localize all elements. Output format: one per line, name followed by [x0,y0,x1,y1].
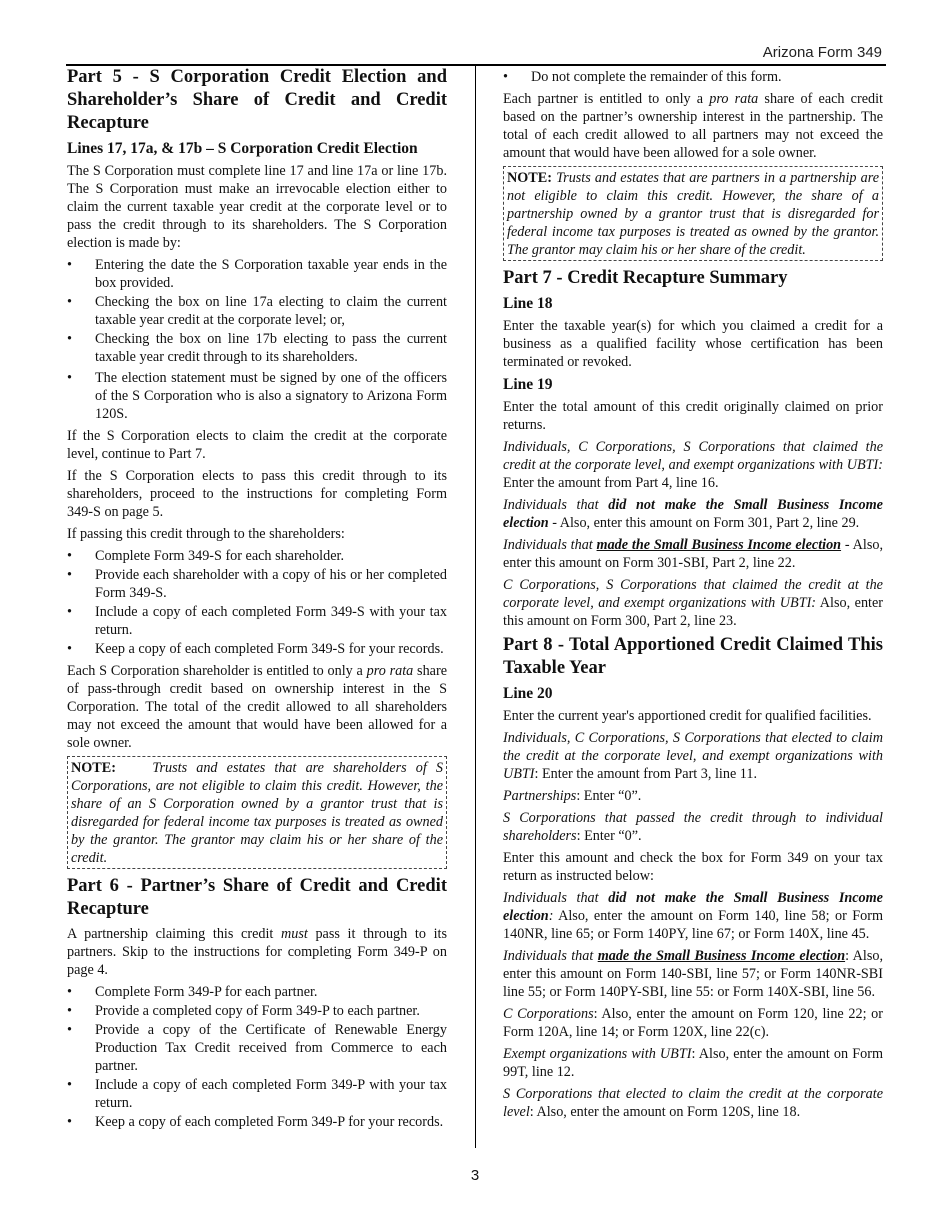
bullet-icon: • [67,331,72,347]
line19-sbi-text: - Also, enter this amount on Form 301-SBI, Part 2, line 22. [503,537,883,571]
line20-s-corporations-elected-text: : Also, enter the amount on Form 120S, line 18. [529,1104,801,1120]
partner-note-box [503,166,883,261]
pro-rata-paragraph [67,662,447,752]
partner-pro-rata-text-b: share of each credit based on the partner’s ownership interest in the partnership. The total of each credit allowed to all partners may not exceed the amount that would have been allowed for a sole owner. [503,91,883,161]
line19-no-sbi-bold: did not make the Small Business Income election [503,497,883,531]
part8-title: Part 8 - Total Apportioned Credit Claimed This Taxable Year [503,635,883,678]
line19-sbi [503,536,883,572]
top-list [503,68,883,86]
list-item-text: Provide a copy of the Certificate of Renewable Energy Production Tax Credit received from Commerce to each partner. [95,1022,447,1074]
line20-partnerships [503,787,883,805]
page-number: 3 [470,1167,480,1184]
bullet-icon: • [67,984,72,1000]
pass-through-paragraph: If the S Corporation elects to pass this credit through to its shareholders, proceed to the instructions for completing Form 349-S on page 5. [67,468,447,520]
left-column [67,66,447,1135]
part5-intro: The S Corporation must complete line 17 and line 17a or line 17b. The S Corporation must make an irrevocable election either to claim the current taxable year credit at the corporate level or to pass the credit through to its shareholders. The S Corporation election is made by: [67,163,447,251]
line20-s-corporations [503,809,883,845]
partner-pro-rata-paragraph [503,90,883,162]
partner-list [67,983,447,1131]
line20-text: Enter the current year's apportioned credit for qualified facilities. [503,708,872,724]
bullet-icon: • [67,370,72,386]
bullet-icon: • [67,294,72,310]
list-item [67,640,447,658]
line20-sbi-bold: made the Small Business Income election [597,948,846,964]
line19-no-sbi-text: - Also, enter this amount on Form 301, Part 2, line 29. [548,515,860,531]
line20-no-sbi-text: Also, enter the amount on Form 140, line 58; or Form 140NR, line 65; or Form 140PY, line 67; or Form 140X, line 45. [503,908,883,942]
list-item [67,256,447,292]
list-item [67,547,447,565]
bullet-icon: • [67,1114,72,1130]
bullet-icon: • [67,1022,72,1038]
passing-list [67,547,447,658]
list-item [67,603,447,639]
corporate-level-paragraph: If the S Corporation elects to claim the credit at the corporate level, continue to Part 7. [67,428,447,462]
bullet-icon: • [67,1003,72,1019]
line20-exempt [503,1045,883,1081]
bullet-icon: • [67,604,72,620]
line20-no-sbi-colon: : [548,908,554,924]
line20-heading: Line 20 [503,685,553,702]
line20-partnerships-text: : Enter “0”. [576,788,642,804]
line20-individuals-italic: Individuals, C Corporations, S Corporations that elected to claim the credit at the corporate level, and exempt organizations with UBTI [503,730,883,782]
list-item-text: Checking the box on line 17a electing to claim the current taxable year credit at the corporate level; or, [95,294,447,328]
part6-italic: must [281,926,308,942]
list-item [67,983,447,1001]
line19-no-sbi [503,496,883,532]
list-item-text: Include a copy of each completed Form 349-S with your tax return. [95,604,447,638]
line19-no-sbi-pre: Individuals that [503,497,609,513]
line20-s-corporations-text: : Enter “0”. [576,828,642,844]
line19-sbi-pre: Individuals that [503,537,597,553]
part6-text-b: pass it through to its partners. Skip to the instructions for completing Form 349-P on page 4. [67,926,447,978]
line20-no-sbi [503,889,883,943]
line18-text: Enter the taxable year(s) for which you claimed a credit for a business as a qualified facility whose certification has been terminated or revoked. [503,318,883,370]
form-label: Arizona Form 349 [762,44,882,61]
list-item-text: Complete Form 349-S for each shareholder. [95,548,345,564]
line20-c-corporations-text: : Also, enter the amount on Form 120, line 22; or Form 120A, line 14; or Form 120X, line 22(c). [503,1006,884,1040]
list-item-text: Do not complete the remainder of this form. [531,69,782,85]
line20-partnerships-italic: Partnerships [503,788,577,804]
lines17-heading: Lines 17, 17a, & 17b – S Corporation Credit Election [67,140,418,157]
list-item [67,293,447,329]
line20-individuals-text: : Enter the amount from Part 3, line 11. [534,766,758,782]
line19-heading: Line 19 [503,376,553,393]
list-item-text: Provide a completed copy of Form 349-P to each partner. [95,1003,420,1019]
list-item [67,1021,447,1075]
line18-heading: Line 18 [503,295,553,312]
line20-c-corporations [503,1005,883,1041]
right-column [503,66,883,1125]
part6-title: Part 6 - Partner’s Share of Credit and Credit Recapture [67,876,447,919]
list-item-text: Keep a copy of each completed Form 349-P for your records. [95,1114,444,1130]
passing-intro: If passing this credit through to the shareholders: [67,526,345,542]
list-item-text: The election statement must be signed by one of the officers of the S Corporation who is also a signatory to Arizona Form 120S. [95,370,447,422]
note-paragraph [507,169,879,259]
line20-s-corporations-elected-italic: S Corporations that elected to claim the credit at the corporate level [503,1086,883,1120]
bullet-icon: • [67,1077,72,1093]
bullet-icon: • [67,257,72,273]
list-item [67,369,447,423]
line19-corporations-italic: C Corporations, S Corporations that claimed the credit at the corporate level, and exempt organizations with UBTI: [503,577,883,611]
list-item [67,1076,447,1112]
pro-rata-text-b: share of pass-through credit based on ownership interest in the S Corporation. The total of the credit allowed to all shareholders may not exceed the amount that would have been allowed for a sole owner. [67,663,447,751]
line19-corporations [503,576,883,630]
line20-sbi-text: : Also, enter this amount on Form 140-SBI, line 57; or Form 140NR-SBI line 55; or Form 140PY-SBI, line 55: or Form 140X-SBI, line 56. [503,948,883,1000]
line19-corporations-text: Also, enter this amount on Form 300, Part 2, line 23. [503,595,883,629]
part7-title: Part 7 - Credit Recapture Summary [503,268,788,288]
list-item [67,330,447,366]
pro-rata-italic: pro rata [366,663,414,679]
list-item-text: Include a copy of each completed Form 349-P with your tax return. [95,1077,447,1111]
bullet-icon: • [67,641,72,657]
note-text: Trusts and estates that are shareholders of S Corporations, are not eligible to claim this credit. However, the share of an S Corporation owned by a grantor trust that is disregarded for federal income tax purposes is treated as owned by the grantor. The grantor may claim his or her share of the credit. [71,760,444,866]
list-item-text: Checking the box on line 17b electing to pass the current taxable year credit through to its shareholders. [95,331,447,365]
line20-s-corporations-elected [503,1085,883,1121]
line20-exempt-italic: Exempt organizations with UBTI [503,1046,692,1062]
list-item [67,1002,447,1020]
list-item [67,1113,447,1131]
part5-title: Part 5 - S Corporation Credit Election and Shareholder’s Share of Credit and Credit Recapture [67,67,447,133]
line19-individuals-text: Enter the amount from Part 4, line 16. [503,475,719,491]
line19-individuals [503,438,883,492]
note-label: NOTE: [71,760,116,776]
line20-sbi [503,947,883,1001]
part6-intro [67,925,447,979]
list-item-text: Entering the date the S Corporation taxable year ends in the box provided. [95,257,447,291]
partner-pro-rata-italic: pro rata [709,91,759,107]
list-item-text: Complete Form 349-P for each partner. [95,984,318,1000]
line20-no-sbi-bold: did not make the Small Business Income election [503,890,883,924]
bullet-icon: • [67,548,72,564]
line20-sbi-pre: Individuals that [503,948,598,964]
list-item [67,566,447,602]
line19-sbi-bold: made the Small Business Income election [596,537,842,553]
shareholder-note-box [67,756,447,869]
column-divider [475,66,476,1148]
line20-individuals [503,729,883,783]
pro-rata-text-a: Each S Corporation shareholder is entitled to only a [67,663,367,679]
note-paragraph [71,759,443,867]
line20-c-corporations-italic: C Corporations [503,1006,594,1022]
line19-text: Enter the total amount of this credit originally claimed on prior returns. [503,399,883,433]
note-text: Trusts and estates that are partners in a partnership are not eligible to claim this credit. However, the share of a partnership owned by a grantor trust that is disregarded for federal income tax purposes is treated as owned by the grantor. The grantor may claim his or her share of the credit. [507,170,879,258]
bullet-icon: • [503,69,508,85]
election-list [67,256,447,423]
line20-exempt-text: : Also, enter the amount on Form 99T, line 12. [503,1046,884,1080]
list-item-text: Provide each shareholder with a copy of his or her completed Form 349-S. [95,567,447,601]
partner-pro-rata-text-a: Each partner is entitled to only a [503,91,710,107]
list-item-text: Keep a copy of each completed Form 349-S for your records. [95,641,444,657]
part6-text-a: A partnership claiming this credit [67,926,281,942]
line20-no-sbi-pre: Individuals that [503,890,609,906]
note-label: NOTE: [507,170,552,186]
line20-s-corporations-italic: S Corporations that passed the credit through to individual shareholders [503,810,883,844]
line19-individuals-italic: Individuals, C Corporations, S Corporations that claimed the credit at the corporate level, and exempt organizations with UBTI: [503,439,883,473]
line20-enter-instructions: Enter this amount and check the box for Form 349 on your tax return as instructed below: [503,850,883,884]
bullet-icon: • [67,567,72,583]
list-item [503,68,883,86]
